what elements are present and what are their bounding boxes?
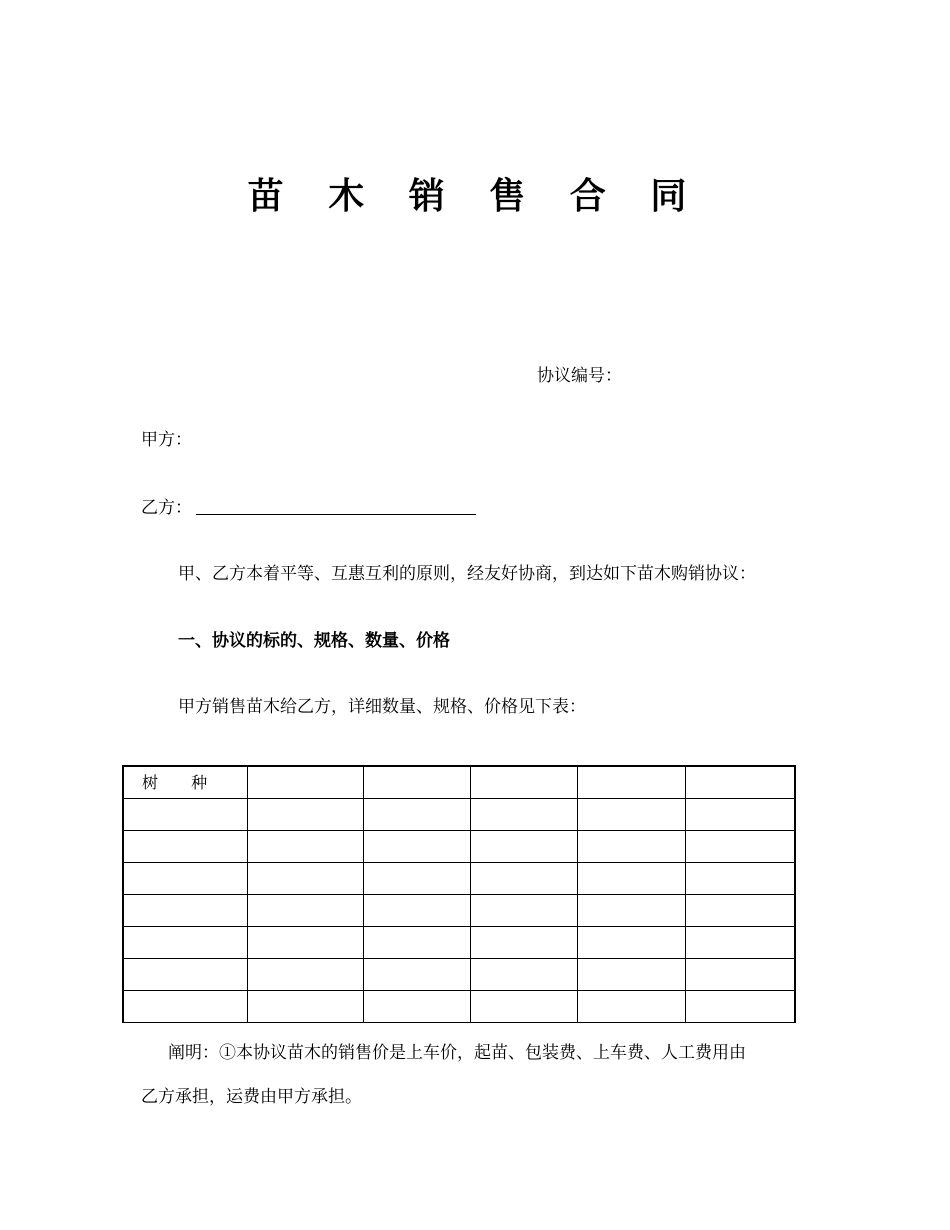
table-cell xyxy=(685,895,795,927)
table-cell xyxy=(123,895,247,927)
table-cell xyxy=(470,766,577,799)
section-1-text: 甲方销售苗木给乙方，详细数量、规格、价格见下表： xyxy=(178,697,586,717)
table-cell xyxy=(470,895,577,927)
table-cell xyxy=(685,863,795,895)
table-row xyxy=(123,799,795,831)
table-cell xyxy=(685,927,795,959)
table-cell xyxy=(685,831,795,863)
table-cell xyxy=(247,766,363,799)
table-cell xyxy=(123,831,247,863)
table-cell xyxy=(470,927,577,959)
table-cell xyxy=(363,991,470,1023)
table-cell xyxy=(123,959,247,991)
table-cell xyxy=(470,959,577,991)
table-cell xyxy=(685,766,795,799)
table-cell xyxy=(470,831,577,863)
table-cell xyxy=(577,766,685,799)
table-cell xyxy=(685,991,795,1023)
document-title: 苗 木 销 售 合 同 xyxy=(247,176,703,217)
table-cell xyxy=(685,799,795,831)
table-row xyxy=(123,927,795,959)
table-cell xyxy=(247,991,363,1023)
table-cell xyxy=(577,895,685,927)
table-cell xyxy=(123,799,247,831)
table-cell xyxy=(363,863,470,895)
table-cell xyxy=(363,895,470,927)
intro-paragraph: 甲、乙方本着平等、互惠互利的原则，经友好协商，到达如下苗木购销协议： xyxy=(178,564,756,584)
table-cell xyxy=(577,831,685,863)
table-row xyxy=(123,766,795,799)
table-row xyxy=(123,863,795,895)
table-header-tree-species: 树 种 xyxy=(123,766,247,799)
table-cell xyxy=(247,959,363,991)
table-cell xyxy=(247,863,363,895)
table-cell xyxy=(123,863,247,895)
table-cell xyxy=(247,831,363,863)
table-row xyxy=(123,991,795,1023)
note-line-1: 阐明：①本协议苗木的销售价是上车价，起苗、包装费、上车费、人工费用由 xyxy=(168,1043,746,1063)
table-row xyxy=(123,895,795,927)
table-cell xyxy=(363,927,470,959)
table-cell xyxy=(363,766,470,799)
seedling-spec-table xyxy=(122,765,796,1023)
table-cell xyxy=(363,959,470,991)
table-cell xyxy=(247,895,363,927)
table-cell xyxy=(577,799,685,831)
party-b-blank-line xyxy=(196,514,476,515)
party-a-label: 甲方： xyxy=(141,430,192,450)
table-cell xyxy=(247,799,363,831)
table-cell xyxy=(470,991,577,1023)
table-cell xyxy=(577,863,685,895)
table-cell xyxy=(247,927,363,959)
table-cell xyxy=(685,959,795,991)
table-cell xyxy=(577,927,685,959)
table-cell xyxy=(470,799,577,831)
table-row xyxy=(123,959,795,991)
table-cell xyxy=(470,863,577,895)
table-cell xyxy=(577,959,685,991)
party-b-label: 乙方： xyxy=(141,498,192,518)
table-cell xyxy=(363,799,470,831)
table-row xyxy=(123,831,795,863)
note-line-2: 乙方承担，运费由甲方承担。 xyxy=(141,1087,362,1107)
table-cell xyxy=(123,927,247,959)
table-cell xyxy=(363,831,470,863)
agreement-number-label: 协议编号： xyxy=(537,366,622,386)
table-cell xyxy=(123,991,247,1023)
section-1-heading: 一、协议的标的、规格、数量、价格 xyxy=(178,631,450,651)
table-cell xyxy=(577,991,685,1023)
